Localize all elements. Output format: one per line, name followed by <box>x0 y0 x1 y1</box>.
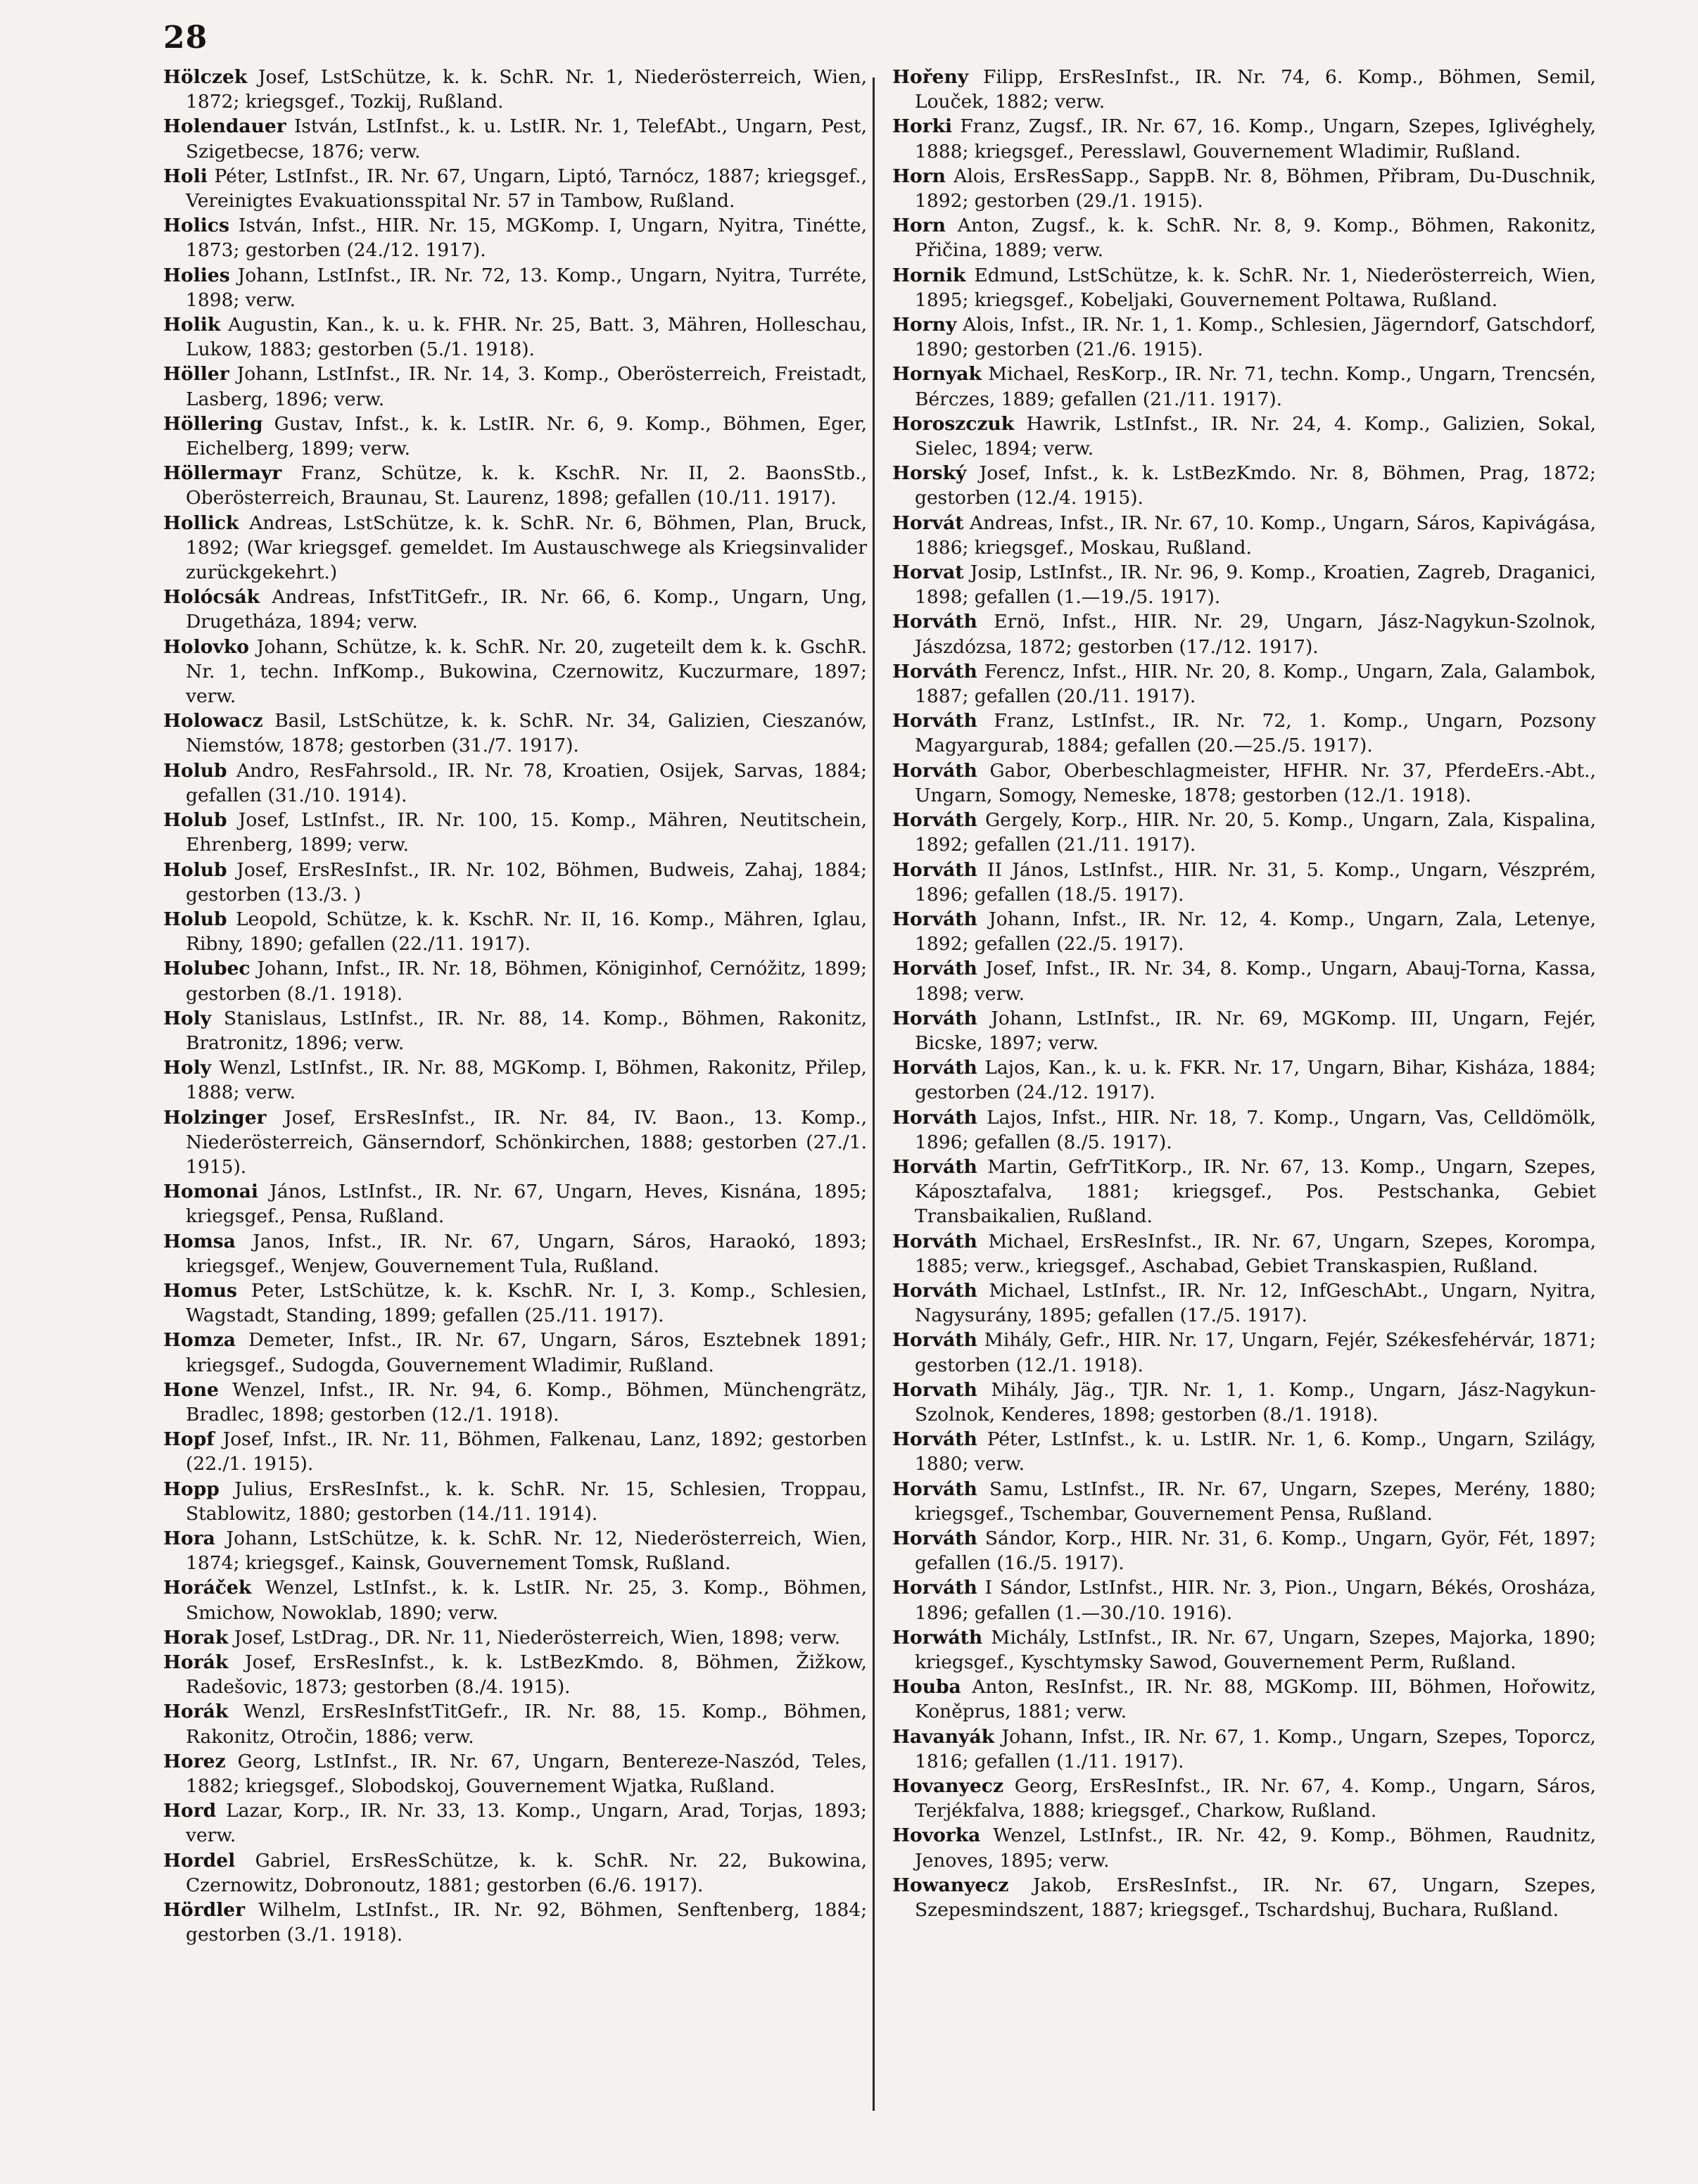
register-entry <box>892 1823 1596 1872</box>
entry-details: Johann, Infst., IR. Nr. 67, 1. Komp., Ungarn, Szepes, Toporcz, 1816; gefallen (1./11. 1917). <box>915 1725 1596 1772</box>
entry-surname: Hollick <box>163 512 239 534</box>
entry-details: Josef, Infst., IR. Nr. 11, Böhmen, Falkenau, Lanz, 1892; gestorben (22./1. 1915). <box>186 1428 867 1475</box>
register-entry <box>892 1526 1596 1575</box>
entry-surname: Holubec <box>163 958 251 980</box>
register-entry <box>892 1055 1596 1105</box>
register-entry <box>892 560 1596 609</box>
entry-surname: Hovanyecz <box>892 1775 1003 1798</box>
entry-surname: Hordel <box>163 1849 236 1872</box>
entry-surname: Hord <box>163 1800 217 1822</box>
entry-surname: Horváth <box>892 1155 977 1178</box>
entry-details: Johann, LstInfst., IR. Nr. 14, 3. Komp., Oberösterreich, Freistadt, Lasberg, 1896; verw. <box>186 363 867 410</box>
entry-surname: Horvát <box>892 512 964 534</box>
entry-surname: Horváth <box>892 1106 977 1129</box>
register-entry <box>163 263 867 312</box>
register-entry <box>892 164 1596 213</box>
register-entry <box>892 1675 1596 1724</box>
entry-details: Ernö, Infst., HIR. Nr. 29, Ungarn, Jász-Nagykun-Szolnok, Jászdózsa, 1872; gestorben (17./12. 1917). <box>915 611 1596 658</box>
entry-surname: Horwáth <box>892 1626 983 1649</box>
entry-surname: Holics <box>163 215 229 237</box>
entry-surname: Horak <box>163 1626 229 1649</box>
register-entry <box>163 1898 867 1947</box>
register-entry <box>892 709 1596 758</box>
entry-surname: Horvat <box>892 561 964 584</box>
register-entry <box>892 956 1596 1005</box>
entry-surname: Horváth <box>892 1577 977 1599</box>
register-entry <box>892 1774 1596 1823</box>
register-entry <box>892 1477 1596 1526</box>
entry-details: Johann, Infst., IR. Nr. 12, 4. Komp., Ungarn, Zala, Letenye, 1892; gefallen (22./5. 1917). <box>915 908 1596 956</box>
entry-details: Wenzl, LstInfst., IR. Nr. 88, MGKomp. I, Böhmen, Rakonitz, Přilep, 1888; verw. <box>186 1057 867 1104</box>
entry-details: Johann, Schütze, k. k. SchR. Nr. 20, zugeteilt dem k. k. GschR. Nr. 1, techn. InfKomp., Bukowina, Czernowitz, Kuczurmare, 1897; verw. <box>186 635 867 708</box>
entry-details: Georg, ErsResInfst., IR. Nr. 67, 4. Komp., Ungarn, Sáros, Terjékfalva, 1888; kriegsgef., Charkow, Rußland. <box>915 1775 1596 1822</box>
register-entry <box>163 956 867 1005</box>
entry-surname: Holovko <box>163 635 249 658</box>
register-entry <box>163 511 867 585</box>
entry-details: Wenzel, LstInfst., IR. Nr. 42, 9. Komp., Böhmen, Raudnitz, Jenoves, 1895; verw. <box>915 1824 1596 1872</box>
entry-details: Andro, ResFahrsold., IR. Nr. 78, Kroatien, Osijek, Sarvas, 1884; gefallen (31./10. 1914). <box>186 759 867 806</box>
register-entry <box>163 1328 867 1377</box>
entry-details: Martin, GefrTitKorp., IR. Nr. 67, 13. Komp., Ungarn, Szepes, Káposztafalva, 1881; kriegsgef., Pos. Pestschanka, Gebiet Transbaikalien, Rußland. <box>915 1155 1596 1228</box>
register-entry <box>163 1575 867 1625</box>
entry-details: Basil, LstSchütze, k. k. SchR. Nr. 34, Galizien, Cieszanów, Niemstów, 1878; gestorben (31./7. 1917). <box>186 710 867 757</box>
register-entry <box>892 213 1596 262</box>
entry-details: Michael, ErsResInfst., IR. Nr. 67, Ungarn, Szepes, Korompa, 1885; verw., kriegsgef., Aschabad, Gebiet Transkaspien, Rußland. <box>915 1230 1596 1277</box>
entry-surname: Horki <box>892 115 953 138</box>
register-entry <box>163 758 867 808</box>
entry-details: Michael, LstInfst., IR. Nr. 12, InfGeschAbt., Ungarn, Nyitra, Nagysurány, 1895; gefallen (17./5. 1917). <box>915 1279 1596 1327</box>
entry-details: II János, LstInfst., HIR. Nr. 31, 5. Komp., Ungarn, Vészprém, 1896; gefallen (18./5. 1917). <box>915 858 1596 906</box>
entry-details: Mihály, Gefr., HIR. Nr. 17, Ungarn, Fejér, Székesfehérvár, 1871; gestorben (12./1. 1918). <box>915 1329 1596 1376</box>
register-entry <box>892 1328 1596 1377</box>
entry-surname: Horváth <box>892 1329 977 1352</box>
entry-surname: Horváth <box>892 1428 977 1451</box>
register-entry <box>163 1378 867 1427</box>
register-entry <box>892 808 1596 857</box>
entry-surname: Hora <box>163 1527 215 1549</box>
register-entry <box>892 1378 1596 1427</box>
entry-surname: Horváth <box>892 1230 977 1252</box>
entry-details: Alois, Infst., IR. Nr. 1, 1. Komp., Schlesien, Jägerndorf, Gatschdorf, 1890; gestorben (21./6. 1915). <box>915 314 1596 361</box>
entry-surname: Horváth <box>892 660 977 682</box>
entry-details: Andreas, Infst., IR. Nr. 67, 10. Komp., Ungarn, Sáros, Kapivágása, 1886; kriegsgef., Moskau, Rußland. <box>915 512 1596 559</box>
register-entry <box>892 1105 1596 1155</box>
entry-details: Samu, LstInfst., IR. Nr. 67, Ungarn, Szepes, Merény, 1880; kriegsgef., Tschembar, Gouvernement Pensa, Rußland. <box>915 1478 1596 1525</box>
entry-details: Johann, Infst., IR. Nr. 18, Böhmen, Königinhof, Cernóžitz, 1899; gestorben (8./1. 1918). <box>186 958 867 1005</box>
register-entry <box>163 412 867 461</box>
entry-surname: Holies <box>163 264 230 286</box>
entry-surname: Horváth <box>892 958 977 980</box>
entry-details: Lajos, Kan., k. u. k. FKR. Nr. 17, Ungarn, Bihar, Kisháza, 1884; gestorben (24./12. 1917). <box>915 1057 1596 1104</box>
column-divider <box>873 77 875 2111</box>
entry-details: I Sándor, LstInfst., HIR. Nr. 3, Pion., Ungarn, Békés, Orosháza, 1896; gefallen (1.—30./10. 1916). <box>915 1577 1596 1624</box>
entry-details: Josef, Infst., IR. Nr. 34, 8. Komp., Ungarn, Abauj-Torna, Kassa, 1898; verw. <box>915 958 1596 1005</box>
register-entry <box>163 362 867 411</box>
entry-details: Leopold, Schütze, k. k. KschR. Nr. II, 16. Komp., Mähren, Iglau, Ribny, 1890; gefallen (22./11. 1917). <box>186 908 867 956</box>
register-entry <box>163 1749 867 1798</box>
entry-surname: Holik <box>163 314 221 336</box>
register-entry <box>163 585 867 634</box>
entry-details: Sándor, Korp., HIR. Nr. 31, 6. Komp., Ungarn, Györ, Fét, 1897; gefallen (16./5. 1917). <box>915 1527 1596 1575</box>
entry-details: Wilhelm, LstInfst., IR. Nr. 92, Böhmen, Senftenberg, 1884; gestorben (3./1. 1918). <box>186 1899 867 1946</box>
register-entry <box>163 1699 867 1748</box>
register-entry <box>892 362 1596 411</box>
register-entry <box>163 1526 867 1575</box>
entry-details: Peter, LstSchütze, k. k. KschR. Nr. I, 3. Komp., Schlesien, Wagstadt, Standing, 1899; gefallen (25./11. 1917). <box>186 1279 867 1327</box>
register-entry <box>163 709 867 758</box>
entry-surname: Homonai <box>163 1181 258 1203</box>
entry-surname: Horny <box>892 314 957 336</box>
entry-details: Jakob, ErsResInfst., IR. Nr. 67, Ungarn, Szepes, Szepesmindszent, 1887; kriegsgef., Tschardshuj, Buchara, Rußland. <box>915 1874 1596 1922</box>
entry-surname: Horváth <box>892 1057 977 1079</box>
entry-surname: Horváth <box>892 1527 977 1549</box>
register-entry <box>163 1848 867 1898</box>
register-entry <box>892 263 1596 312</box>
entry-surname: Hornik <box>892 264 966 286</box>
entry-surname: Hopp <box>163 1478 220 1500</box>
page-number: 28 <box>163 20 208 56</box>
left-column <box>163 65 867 1947</box>
register-entry <box>163 635 867 709</box>
register-entry <box>163 1625 867 1650</box>
entry-surname: Homza <box>163 1329 236 1352</box>
entry-details: Andreas, InfstTitGefr., IR. Nr. 66, 6. Komp., Ungarn, Ung, Drugetháza, 1894; verw. <box>186 586 867 633</box>
register-entry <box>892 1229 1596 1278</box>
register-entry <box>163 1798 867 1848</box>
entry-surname: Horváth <box>892 1007 977 1029</box>
entry-details: Hawrik, LstInfst., IR. Nr. 24, 4. Komp., Galizien, Sokal, Sielec, 1894; verw. <box>915 412 1596 460</box>
register-entry <box>163 1229 867 1278</box>
register-entry <box>163 65 867 114</box>
register-entry <box>892 461 1596 510</box>
entry-surname: Horáček <box>163 1577 252 1599</box>
entry-details: Michael, ResKorp., IR. Nr. 71, techn. Komp., Ungarn, Trencsén, Bérczes, 1889; gefallen (21./11. 1917). <box>915 363 1596 410</box>
register-entry <box>892 1278 1596 1328</box>
register-entry <box>163 1278 867 1328</box>
entry-details: Anton, Zugsf., k. k. SchR. Nr. 8, 9. Komp., Böhmen, Rakonitz, Přičina, 1889; verw. <box>915 215 1596 262</box>
register-entry <box>892 1725 1596 1774</box>
entry-details: Josef, ErsResInfst., k. k. LstBezKmdo. 8, Böhmen, Žižkow, Radešovic, 1873; gestorben (8./4. 1915). <box>186 1651 867 1699</box>
register-entry <box>892 1427 1596 1476</box>
entry-details: Gabor, Oberbeschlagmeister, HFHR. Nr. 37, PferdeErs.-Abt., Ungarn, Somogy, Nemeske, 1878; gestorben (12./1. 1918). <box>915 759 1596 806</box>
register-entry <box>163 1427 867 1476</box>
entry-surname: Hovorka <box>892 1824 981 1847</box>
entry-surname: Hölczek <box>163 66 248 88</box>
entry-details: Wenzel, LstInfst., k. k. LstIR. Nr. 25, 3. Komp., Böhmen, Smichow, Nowoklab, 1890; verw. <box>186 1577 867 1624</box>
entry-details: Josef, ErsResInfst., IR. Nr. 102, Böhmen, Budweis, Zahaj, 1884; gestorben (13./3. ) <box>186 858 867 906</box>
entry-surname: Horváth <box>892 759 977 782</box>
entry-surname: Holócsák <box>163 586 260 609</box>
entry-details: Franz, LstInfst., IR. Nr. 72, 1. Komp., Ungarn, Pozsony Magyargurab, 1884; gefallen (20.—25./5. 1917). <box>915 710 1596 757</box>
entry-surname: Horn <box>892 165 946 187</box>
entry-details: Wenzl, ErsResInfstTitGefr., IR. Nr. 88, 15. Komp., Böhmen, Rakonitz, Otročin, 1886; verw. <box>186 1701 867 1748</box>
register-entry <box>892 1625 1596 1675</box>
entry-details: Johann, LstInfst., IR. Nr. 69, MGKomp. III, Ungarn, Fejér, Bicske, 1897; verw. <box>915 1007 1596 1054</box>
register-entry <box>892 1006 1596 1055</box>
register-entry <box>163 1477 867 1526</box>
entry-details: István, Infst., HIR. Nr. 15, MGKomp. I, Ungarn, Nyitra, Tinétte, 1873; gestorben (24./12. 1917). <box>186 215 867 262</box>
entry-surname: Homus <box>163 1279 237 1302</box>
entry-surname: Holy <box>163 1007 212 1029</box>
register-entry <box>163 1650 867 1699</box>
entry-surname: Horez <box>163 1750 226 1772</box>
entry-surname: Havanyák <box>892 1725 994 1748</box>
entry-surname: Horvath <box>892 1378 977 1401</box>
entry-details: Franz, Zugsf., IR. Nr. 67, 16. Komp., Ungarn, Szepes, Iglivéghely, 1888; kriegsgef., Peresslawl, Gouvernement Wladimir, Rußland. <box>915 115 1596 163</box>
entry-surname: Hone <box>163 1378 219 1401</box>
register-entry <box>892 114 1596 163</box>
entry-surname: Horský <box>892 462 967 485</box>
register-entry <box>163 1179 867 1228</box>
register-entry <box>892 65 1596 114</box>
entry-surname: Höller <box>163 363 229 386</box>
entry-details: Josef, LstDrag., DR. Nr. 11, Niederösterreich, Wien, 1898; verw. <box>228 1626 841 1649</box>
register-entry <box>892 1155 1596 1229</box>
register-entry <box>163 907 867 956</box>
entry-surname: Horák <box>163 1701 229 1723</box>
register-entry <box>892 1873 1596 1922</box>
entry-surname: Horváth <box>892 611 977 633</box>
register-entry <box>892 659 1596 709</box>
entry-details: Augustin, Kan., k. u. k. FHR. Nr. 25, Batt. 3, Mähren, Holleschau, Lukow, 1883; gestorben (5./1. 1918). <box>186 314 867 361</box>
entry-surname: Holowacz <box>163 710 263 732</box>
register-entry <box>892 312 1596 362</box>
register-entry <box>892 412 1596 461</box>
entry-surname: Horváth <box>892 1279 977 1302</box>
entry-surname: Horváth <box>892 710 977 732</box>
entry-details: Josef, LstInfst., IR. Nr. 100, 15. Komp., Mähren, Neutitschein, Ehrenberg, 1899; verw. <box>186 809 867 856</box>
entry-details: Lazar, Korp., IR. Nr. 33, 13. Komp., Ungarn, Arad, Torjas, 1893; verw. <box>186 1800 867 1847</box>
entry-surname: Homsa <box>163 1230 236 1252</box>
entry-surname: Holy <box>163 1057 212 1079</box>
entry-surname: Horváth <box>892 1478 977 1500</box>
entry-details: István, LstInfst., k. u. LstIR. Nr. 1, TelefAbt., Ungarn, Pest, Szigetbecse, 1876; verw. <box>186 115 867 163</box>
entry-surname: Horoszczuk <box>892 412 1015 435</box>
entry-details: Johann, LstInfst., IR. Nr. 72, 13. Komp., Ungarn, Nyitra, Turréte, 1898; verw. <box>186 264 867 311</box>
register-entry <box>892 907 1596 956</box>
entry-surname: Holzinger <box>163 1106 267 1129</box>
entry-surname: Holub <box>163 858 227 881</box>
register-entry <box>163 808 867 857</box>
entry-details: Julius, ErsResInfst., k. k. SchR. Nr. 15, Schlesien, Troppau, Stablowitz, 1880; gestorben (14./11. 1914). <box>186 1478 867 1525</box>
entry-details: Josef, ErsResInfst., IR. Nr. 84, IV. Baon., 13. Komp., Niederösterreich, Gänserndorf, Schönkirchen, 1888; gestorben (27./1. 1915). <box>186 1106 867 1178</box>
register-entry <box>892 858 1596 907</box>
entry-details: Edmund, LstSchütze, k. k. SchR. Nr. 1, Niederösterreich, Wien, 1895; kriegsgef., Kobeljaki, Gouvernement Poltawa, Rußland. <box>915 264 1596 311</box>
entry-surname: Horváth <box>892 858 977 881</box>
entry-surname: Holub <box>163 809 227 832</box>
entry-details: Josef, LstSchütze, k. k. SchR. Nr. 1, Niederösterreich, Wien, 1872; kriegsgef., Tozkij, Rußland. <box>186 66 867 113</box>
entry-surname: Horn <box>892 215 946 237</box>
entry-surname: Hořeny <box>892 66 969 88</box>
entry-details: Gabriel, ErsResSchütze, k. k. SchR. Nr. 22, Bukowina, Czernowitz, Dobronoutz, 1881; gestorben (6./6. 1917). <box>186 1849 867 1896</box>
entry-details: Péter, LstInfst., IR. Nr. 67, Ungarn, Liptó, Tarnócz, 1887; kriegsgef., Vereinigtes Evakuationsspital Nr. 57 in Tambow, Rußland. <box>186 165 867 212</box>
entry-surname: Houba <box>892 1676 961 1699</box>
entry-details: Alois, ErsResSapp., SappB. Nr. 8, Böhmen, Přibram, Du-Duschnik, 1892; gestorben (29./1. 1915). <box>915 165 1596 212</box>
entry-surname: Hopf <box>163 1428 215 1451</box>
entry-details: Péter, LstInfst., k. u. LstIR. Nr. 1, 6. Komp., Ungarn, Szilágy, 1880; verw. <box>915 1428 1596 1475</box>
entry-details: Johann, LstSchütze, k. k. SchR. Nr. 12, Niederösterreich, Wien, 1874; kriegsgef., Kainsk, Gouvernement Tomsk, Rußland. <box>186 1527 867 1575</box>
entry-details: Georg, LstInfst., IR. Nr. 67, Ungarn, Bentereze-Naszód, Teles, 1882; kriegsgef., Slobodskoj, Gouvernement Wjatka, Rußland. <box>186 1750 867 1798</box>
register-entry <box>163 1055 867 1105</box>
register-entry <box>163 213 867 262</box>
register-entry <box>163 312 867 362</box>
entry-surname: Holub <box>163 759 227 782</box>
register-entry <box>163 164 867 213</box>
entry-details: Anton, ResInfst., IR. Nr. 88, MGKomp. III, Böhmen, Hořowitz, Koněprus, 1881; verw. <box>915 1676 1596 1723</box>
entry-details: Andreas, LstSchütze, k. k. SchR. Nr. 6, Böhmen, Plan, Bruck, 1892; (War kriegsgef. gemeldet. Im Austauschwege als Kriegsinvalider zurückgekehrt.) <box>186 512 867 584</box>
entry-details: Franz, Schütze, k. k. KschR. Nr. II, 2. BaonsStb., Oberösterreich, Braunau, St. Laurenz, 1898; gefallen (10./11. 1917). <box>186 462 867 509</box>
register-entry <box>163 114 867 163</box>
entry-details: Josef, Infst., k. k. LstBezKmdo. Nr. 8, Böhmen, Prag, 1872; gestorben (12./4. 1915). <box>915 462 1596 509</box>
entry-surname: Howanyecz <box>892 1874 1009 1896</box>
entry-details: Demeter, Infst., IR. Nr. 67, Ungarn, Sáros, Esztebnek 1891; kriegsgef., Sudogda, Gouvernement Wladimir, Rußland. <box>186 1329 867 1376</box>
entry-details: Filipp, ErsResInfst., IR. Nr. 74, 6. Komp., Böhmen, Semil, Louček, 1882; verw. <box>915 66 1596 113</box>
register-entry <box>892 758 1596 808</box>
entry-details: Michály, LstInfst., IR. Nr. 67, Ungarn, Szepes, Majorka, 1890; kriegsgef., Kyschtymsky Sawod, Gouvernement Perm, Rußland. <box>915 1626 1596 1673</box>
entry-details: Josip, LstInfst., IR. Nr. 96, 9. Komp., Kroatien, Zagreb, Draganici, 1898; gefallen (1.—19./5. 1917). <box>915 561 1596 609</box>
entry-details: Gustav, Infst., k. k. LstIR. Nr. 6, 9. Komp., Böhmen, Eger, Eichelberg, 1899; verw. <box>186 412 867 460</box>
entry-surname: Höllermayr <box>163 462 282 485</box>
register-entry <box>163 461 867 510</box>
entry-surname: Holub <box>163 908 227 930</box>
entry-details: Gergely, Korp., HIR. Nr. 20, 5. Komp., Ungarn, Zala, Kispalina, 1892; gefallen (21./11. 1917). <box>915 809 1596 856</box>
entry-surname: Hördler <box>163 1899 246 1922</box>
register-entry <box>892 511 1596 560</box>
entry-surname: Holendauer <box>163 115 286 138</box>
register-entry <box>892 609 1596 659</box>
entry-surname: Höllering <box>163 412 263 435</box>
entry-surname: Horák <box>163 1651 229 1673</box>
entry-surname: Horváth <box>892 908 977 930</box>
register-entry <box>163 1006 867 1055</box>
right-column <box>892 65 1596 1922</box>
entry-details: Stanislaus, LstInfst., IR. Nr. 88, 14. Komp., Böhmen, Rakonitz, Bratronitz, 1896; verw. <box>186 1007 867 1054</box>
entry-details: Lajos, Infst., HIR. Nr. 18, 7. Komp., Ungarn, Vas, Celldömölk, 1896; gefallen (8./5. 1917). <box>915 1106 1596 1153</box>
register-entry <box>163 1105 867 1180</box>
entry-details: Wenzel, Infst., IR. Nr. 94, 6. Komp., Böhmen, Münchengrätz, Bradlec, 1898; gestorben (12./1. 1918). <box>186 1378 867 1426</box>
entry-details: Mihály, Jäg., TJR. Nr. 1, 1. Komp., Ungarn, Jász-Nagykun-Szolnok, Kenderes, 1898; gestorben (8./1. 1918). <box>915 1378 1596 1426</box>
entry-surname: Hornyak <box>892 363 982 386</box>
register-entry <box>892 1575 1596 1625</box>
entry-surname: Holi <box>163 165 208 187</box>
entry-details: Janos, Infst., IR. Nr. 67, Ungarn, Sáros, Haraokó, 1893; kriegsgef., Wenjew, Gouvernement Tula, Rußland. <box>186 1230 867 1277</box>
entry-details: Ferencz, Infst., HIR. Nr. 20, 8. Komp., Ungarn, Zala, Galambok, 1887; gefallen (20./11. 1917). <box>915 660 1596 708</box>
entry-details: János, LstInfst., IR. Nr. 67, Ungarn, Heves, Kisnána, 1895; kriegsgef., Pensa, Rußland. <box>186 1181 867 1228</box>
register-entry <box>163 858 867 907</box>
entry-surname: Horváth <box>892 809 977 832</box>
